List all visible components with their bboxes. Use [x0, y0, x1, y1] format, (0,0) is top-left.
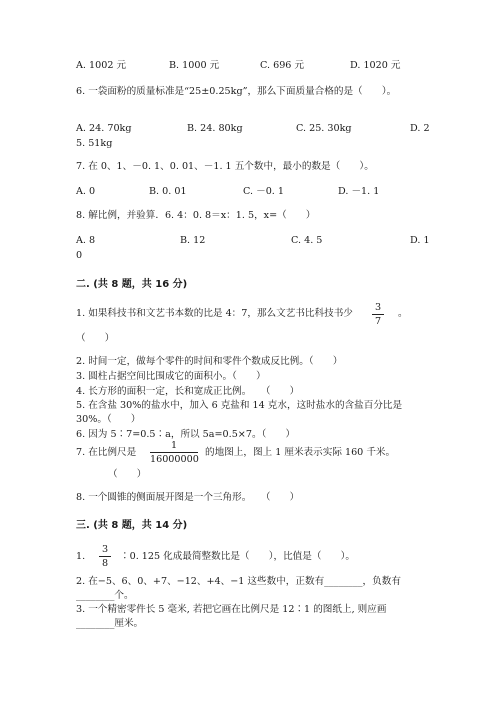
- fraction-numerator: 1: [170, 440, 178, 451]
- q5-option-a: A. 1002 元: [76, 60, 127, 71]
- sec3-q3-line2: ________厘米。: [76, 618, 144, 629]
- sec2-q2: 2. 时间一定，做每个零件的时间和零件个数成反比例。（ ）: [76, 356, 343, 367]
- fraction-denominator: 8: [101, 558, 109, 569]
- fraction-bar: [99, 556, 111, 557]
- q8-stem: 8. 解比例，并验算．6. 4：0. 8＝x：1. 5，x=（ ）: [76, 210, 316, 221]
- sec2-q8: 8. 一个圆锥的侧面展开图是一个三角形。 （ ）: [76, 492, 300, 503]
- sec2-q4: 4. 长方形的面积一定，长和宽成正比例。 （ ）: [76, 386, 300, 397]
- fraction-bar: [150, 452, 198, 453]
- sec2-q7-scale-fraction: [150, 440, 198, 465]
- q7-option-a: A. 0: [76, 186, 96, 197]
- q6-option-d-wrap: 5. 51kg: [76, 138, 113, 149]
- sec3-q2-line1: 2. 在−5、6、0、+7、−12、+4、−1 这些数中，正数有________，负数有: [76, 576, 401, 587]
- sec3-q1-post: ∶0. 125 化成最简整数比是（ ），比值是（ ）。: [120, 551, 356, 562]
- q6-option-a: A. 24. 70kg: [76, 123, 132, 134]
- q5-option-c: C. 696 元: [260, 60, 305, 71]
- q7-option-c: C. －0. 1: [243, 186, 284, 197]
- q8-option-a: A. 8: [76, 235, 96, 246]
- sec3-q3-line1: 3. 一个精密零件长 5 毫米, 若把它画在比例尺是 12∶1 的图纸上, 则应画: [76, 604, 387, 615]
- sec3-q1-pre: 1.: [76, 551, 86, 562]
- q6-option-c: C. 25. 30kg: [296, 123, 352, 134]
- section-3-title: 三. (共 8 题，共 14 分): [76, 520, 188, 531]
- q8-option-b: B. 12: [180, 235, 206, 246]
- sec2-q5-line1: 5. 在含盐 30%的盐水中，加入 6 克盐和 14 克水，这时盐水的含盐百分比是: [76, 400, 403, 411]
- sec2-q7-answer-paren: （ ）: [108, 469, 147, 480]
- sec2-q1-answer-paren: （ ）: [76, 333, 115, 344]
- q8-option-d-wrap: 0: [76, 250, 83, 261]
- sec2-q1-end: 。: [398, 308, 408, 319]
- sec2-q5-line2: 30%。（ ）: [76, 414, 141, 425]
- q5-option-d: D. 1020 元: [350, 60, 401, 71]
- fraction-denominator: 7: [374, 316, 382, 327]
- q8-option-d: D. 1: [410, 235, 430, 246]
- fraction-numerator: 3: [101, 544, 109, 555]
- section-2-title: 二. (共 8 题，共 16 分): [76, 279, 188, 290]
- sec3-q1-fraction: [99, 544, 111, 569]
- sec2-q7-post: 的地图上，图上 1 厘米表示实际 160 千米。: [205, 447, 396, 458]
- q8-option-c: C. 4. 5: [291, 235, 323, 246]
- q7-option-b: B. 0. 01: [149, 186, 187, 197]
- sec2-q6: 6. 因为 5∶7=0.5∶a，所以 5a=0.5×7。（ ）: [76, 429, 296, 440]
- q6-stem: 6. 一袋面粉的质量标准是“25±0.25kg”，那么下面质量合格的是（ ）。: [76, 86, 397, 97]
- sec2-q3: 3. 圆柱占据空间比围成它的面积小。（ ）: [76, 371, 266, 382]
- q7-stem: 7. 在 0、1、－0. 1、0. 01、－1. 1 五个数中，最小的数是（ ）。: [76, 161, 374, 172]
- fraction-denominator: 16000000: [150, 454, 199, 465]
- q5-option-b: B. 1000 元: [169, 60, 220, 71]
- sec3-q2-line2: ________个。: [76, 590, 134, 601]
- fraction-numerator: 3: [374, 302, 382, 313]
- q6-option-b: B. 24. 80kg: [187, 123, 243, 134]
- sec2-q1-fraction: [372, 302, 384, 327]
- sec2-q1-text: 1. 如果科技书和文艺书本数的比是 4：7，那么文艺书比科技书少: [76, 308, 353, 319]
- fraction-bar: [372, 314, 384, 315]
- sec2-q7-pre: 7. 在比例尺是: [76, 447, 137, 458]
- q7-option-d: D. －1. 1: [338, 186, 380, 197]
- q6-option-d: D. 2: [410, 123, 430, 134]
